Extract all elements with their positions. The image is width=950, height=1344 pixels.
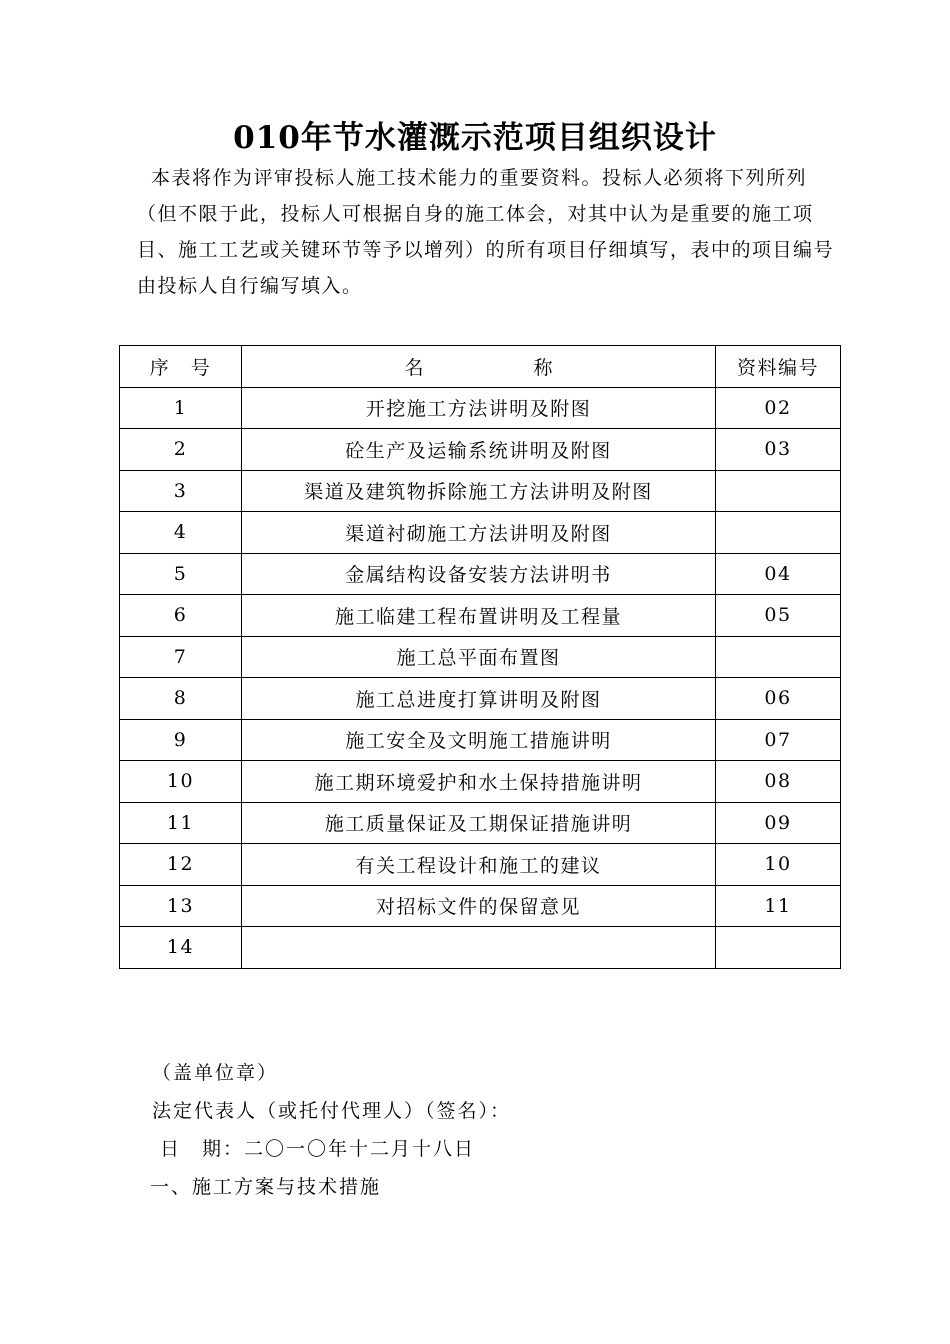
table-row [120,429,841,471]
cell-ref: 11 [716,885,841,927]
representative-line: 法定代表人（或托付代理人）（签名）： [152,1100,512,1122]
intro-paragraph: 本表将作为评审投标人施工技术能力的重要资料。投标人必须将下列所列（但不限于此，投标人可根据自身的施工体会，对其中认为是重要的施工项目、施工工艺或关键环节等予以增列）的所有项目仔细填写，表中的项目编号由投标人自行编写填入。 [137,167,835,297]
cell-name: 渠道衬砌施工方法讲明及附图 [242,512,716,554]
cell-name: 施工总平面布置图 [242,636,716,678]
cell-ref [716,512,841,554]
header-name-part2: 称 [533,356,553,379]
cell-ref [716,470,841,512]
document-title: 010年节水灌溉示范项目组织设计 [233,120,717,156]
cell-ref: 06 [716,678,841,720]
cell-ref: 02 [716,387,841,429]
table-row [120,802,841,844]
cell-seq: 9 [120,719,242,761]
table-row [120,678,841,720]
cell-name: 施工总进度打算讲明及附图 [242,678,716,720]
cell-seq: 11 [120,802,242,844]
table-row [120,512,841,554]
cell-seq: 3 [120,470,242,512]
table-row [120,387,841,429]
table-row [120,885,841,927]
cell-seq: 6 [120,595,242,637]
cell-ref: 07 [716,719,841,761]
cell-ref: 03 [716,429,841,471]
cell-name: 对招标文件的保留意见 [242,885,716,927]
cell-ref [716,636,841,678]
section-heading: 一、施工方案与技术措施 [150,1176,382,1198]
cell-ref: 09 [716,802,841,844]
header-ref: 资料编号 [716,346,841,388]
cell-name: 有关工程设计和施工的建议 [242,844,716,886]
cell-seq: 4 [120,512,242,554]
cell-name: 施工安全及文明施工措施讲明 [242,719,716,761]
table-row [120,636,841,678]
project-items-table [119,345,841,969]
cell-name: 施工期环境爱护和水土保持措施讲明 [242,761,716,803]
cell-seq: 10 [120,761,242,803]
header-name [242,346,716,388]
cell-seq: 13 [120,885,242,927]
cell-name: 金属结构设备安装方法讲明书 [242,553,716,595]
cell-name: 开挖施工方法讲明及附图 [242,387,716,429]
header-seq: 序 号 [120,346,242,388]
table-row [120,470,841,512]
cell-seq: 8 [120,678,242,720]
cell-name: 砼生产及运输系统讲明及附图 [242,429,716,471]
cell-ref: 05 [716,595,841,637]
cell-ref: 08 [716,761,841,803]
cell-seq: 14 [120,927,242,969]
cell-seq: 2 [120,429,242,471]
table-row [120,553,841,595]
header-name-part1: 名 [404,356,424,379]
cell-name: 渠道及建筑物拆除施工方法讲明及附图 [242,470,716,512]
cell-ref: 04 [716,553,841,595]
cell-name: 施工临建工程布置讲明及工程量 [242,595,716,637]
seal-line: （盖单位章） [152,1062,279,1084]
cell-seq: 12 [120,844,242,886]
table-row [120,719,841,761]
table-row [120,761,841,803]
table-row [120,927,841,969]
cell-ref [716,927,841,969]
cell-name: 施工质量保证及工期保证措施讲明 [242,802,716,844]
table-header-row [120,346,841,388]
cell-seq: 1 [120,387,242,429]
table-row [120,844,841,886]
date-line: 日 期：二〇一〇年十二月十八日 [160,1138,476,1160]
cell-seq: 5 [120,553,242,595]
signature-block [152,1054,511,1206]
cell-seq: 7 [120,636,242,678]
cell-ref: 10 [716,844,841,886]
cell-name [242,927,716,969]
table-row [120,595,841,637]
